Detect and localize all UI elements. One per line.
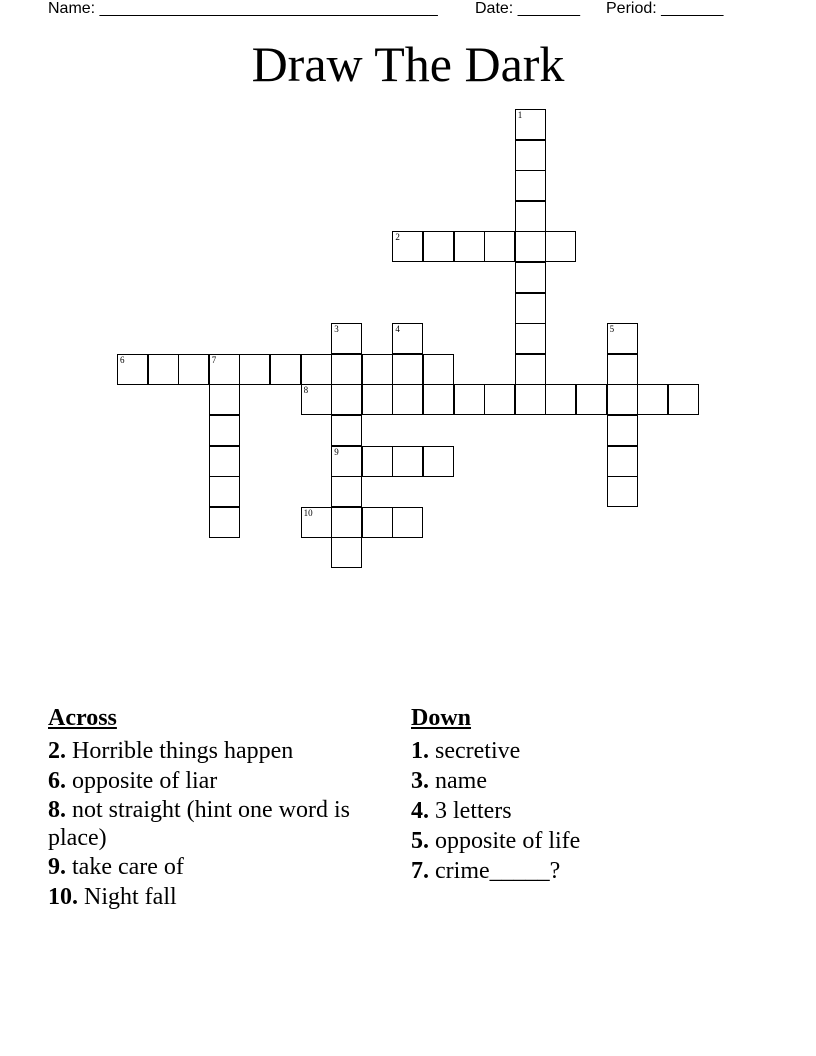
grid-cell[interactable] [331,354,362,385]
grid-cell[interactable] [484,384,515,415]
across-clue [48,766,358,796]
down-clue [411,826,771,856]
grid-cell[interactable] [331,537,362,568]
grid-cell[interactable] [454,231,485,262]
grid-cell[interactable] [423,231,454,262]
clue-number: 3. [411,768,429,794]
grid-cell[interactable] [209,476,240,507]
clue-text: take care of [66,854,184,880]
grid-cell[interactable] [423,354,454,385]
cell-number: 5 [609,324,615,335]
cell-number: 3 [334,324,339,335]
grid-cell[interactable] [148,354,179,385]
grid-cell[interactable] [392,384,423,415]
grid-cell[interactable] [515,293,546,324]
clue-number: 4. [411,798,429,824]
cell-number: 7 [211,354,217,365]
cell-number: 4 [395,324,400,335]
across-clue [48,882,358,912]
grid-cell[interactable] [178,354,209,385]
clue-text: secretive [429,738,521,764]
grid-cell[interactable] [423,446,454,477]
cell-number: 8 [303,385,309,396]
clue-text: Horrible things happen [66,738,294,764]
grid-cell[interactable] [607,354,638,385]
period-field[interactable]: Period: _______ [606,0,724,17]
clue-text: crime_____? [429,858,561,884]
clue-text: not straight (hint one word is place) [48,797,350,851]
grid-cell[interactable] [607,384,638,415]
down-clues [411,703,771,886]
clue-text: Night fall [78,884,177,910]
grid-cell[interactable] [331,476,362,507]
across-clue [48,796,358,852]
grid-cell[interactable] [209,354,240,385]
grid-cell[interactable] [607,323,638,354]
grid-cell[interactable] [331,446,362,477]
grid-cell[interactable] [576,384,607,415]
grid-cell[interactable] [209,446,240,477]
cell-number: 6 [120,354,125,365]
grid-cell[interactable] [515,231,546,262]
clue-number: 6. [48,768,66,794]
grid-cell[interactable] [607,476,638,507]
grid-cell[interactable] [362,384,393,415]
grid-cell[interactable] [362,446,393,477]
clue-number: 5. [411,828,429,854]
down-clue [411,796,771,826]
grid-cell[interactable] [484,231,515,262]
grid-cell[interactable] [515,384,546,415]
across-clue [48,852,358,882]
puzzle-title: Draw The Dark [251,36,565,92]
grid-cell[interactable] [515,109,546,140]
across-clues [48,703,358,912]
grid-cell[interactable] [301,384,332,415]
cell-number: 9 [334,446,339,457]
down-clue [411,736,771,766]
grid-cell[interactable] [545,384,576,415]
grid-cell[interactable] [668,384,699,415]
grid-cell[interactable] [515,323,546,354]
grid-cell[interactable] [392,354,423,385]
grid-cell[interactable] [270,354,301,385]
grid-cell[interactable] [392,446,423,477]
grid-cell[interactable] [331,384,362,415]
clue-number: 9. [48,854,66,880]
grid-cell[interactable] [515,354,546,385]
grid-cell[interactable] [331,415,362,446]
grid-cell[interactable] [392,231,423,262]
grid-cell[interactable] [454,384,485,415]
grid-cell[interactable] [515,262,546,293]
down-clue [411,766,771,796]
grid-cell[interactable] [117,354,148,385]
grid-cell[interactable] [423,384,454,415]
grid-cell[interactable] [209,507,240,538]
grid-cell[interactable] [301,354,332,385]
clue-text: opposite of liar [66,768,218,794]
clue-text: opposite of life [429,828,581,854]
clue-number: 10. [48,884,78,910]
cell-number: 1 [517,110,523,120]
grid-cell[interactable] [607,446,638,477]
clue-number: 2. [48,738,66,764]
grid-cell[interactable] [637,384,668,415]
down-heading: Down [411,705,472,731]
clue-number: 1. [411,738,429,764]
down-clue [411,856,771,886]
grid-cell[interactable] [331,323,362,354]
across-heading: Across [48,705,117,731]
clue-number: 7. [411,858,429,884]
grid-cell[interactable] [209,384,240,415]
grid-cell[interactable] [362,507,393,538]
date-field[interactable]: Date: _______ [475,0,580,17]
grid-cell[interactable] [515,140,546,171]
clue-text: name [429,768,487,794]
grid-cell[interactable] [209,415,240,446]
grid-cell[interactable] [301,507,332,538]
grid-cell[interactable] [392,323,423,354]
grid-cell[interactable] [362,354,393,385]
grid-cell[interactable] [239,354,270,385]
grid-cell[interactable] [392,507,423,538]
grid-cell[interactable] [331,507,362,538]
across-clue [48,736,358,766]
cell-number: 10 [303,507,313,518]
clue-number: 8. [48,797,66,823]
name-field[interactable]: Name: ______________________________________ [48,0,438,17]
clue-text: 3 letters [429,798,512,824]
grid-cell[interactable] [515,201,546,232]
grid-cell[interactable] [545,231,576,262]
grid-cell[interactable] [607,415,638,446]
cell-number: 2 [395,232,400,243]
grid-cell[interactable] [515,170,546,201]
